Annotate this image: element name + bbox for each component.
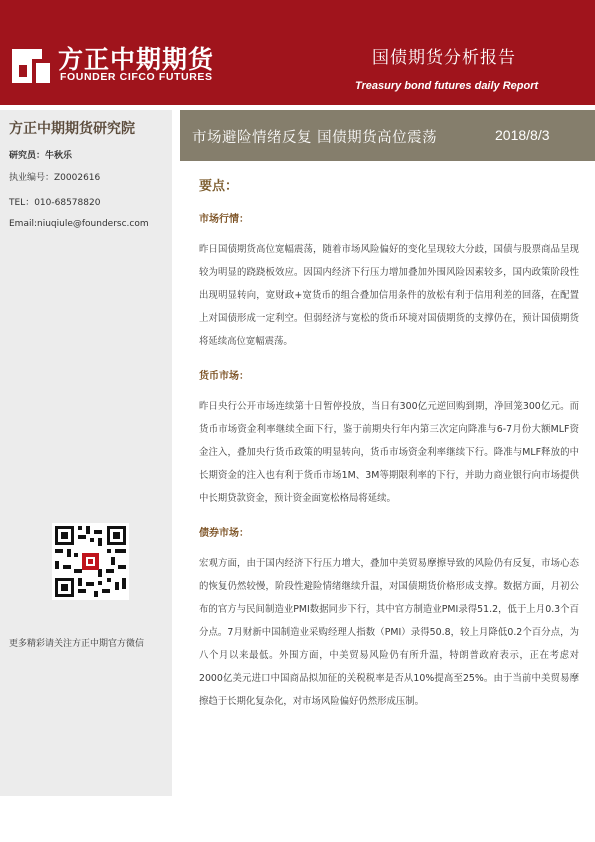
sidebar	[0, 110, 172, 796]
founder-logo-icon	[12, 45, 50, 83]
email: Email:niuqiule@foundersc.com	[9, 219, 149, 229]
main-content	[199, 175, 579, 727]
section-heading-money-market: 货币市场：	[199, 371, 249, 382]
section-text-market: 昨日国债期货高位宽幅震荡，随着市场风险偏好的变化呈现较大分歧，国债与股票商品呈现较为明显的跷跷板效应。因国内经济下行压力增加叠加外围风险因素较多，国内政策阶段性出现明显转向，宽财政+宽货币的组合叠加信用条件的放松有利于信用利差的回落，在配置上对国债形成一定利空。但弱经济与宽松的货币环境对国债期货的支撑仍在，预计国债期货将延续高位宽幅震荡。	[199, 244, 579, 347]
section-heading-bond-market: 债券市场：	[199, 528, 249, 539]
headline-title: 市场避险情绪反复 国债期货高位震荡	[192, 130, 438, 146]
company-name-en: FOUNDER CIFCO FUTURES	[60, 71, 213, 83]
section-text-bond-market: 宏观方面，由于国内经济下行压力增大，叠加中美贸易摩擦导致的风险仍有反复，市场心态的恢复仍然较慢，阶段性避险情绪继续升温，对国债期货价格形成支撑。数据方面，月初公布的官方与民间制造业PMI数据同步下行，其中官方制造业PMI录得51.2，低于上月0.3个百分点。7月财新中国制造业采购经理人指数（PMI）录得50.8，较上月降低0.2个百分点，为八个月以来最低。外围方面，中美贸易风险仍有所升温，特朗普政府表示，正在考虑对2000亿美元进口中国商品拟加征的关税税率是否从10%提高至25%。由于当前中美贸易摩擦趋于长期化复杂化，对市场风险偏好仍然形成压制。	[199, 558, 579, 707]
qr-caption: 更多精彩请关注方正中期官方微信	[9, 639, 145, 649]
report-date: 2018/8/3	[495, 127, 550, 143]
section-heading-market: 市场行情：	[199, 214, 249, 225]
institute-name: 方正中期期货研究院	[9, 121, 135, 137]
report-title-en: Treasury bond futures daily Report	[355, 80, 539, 92]
section-text-money-market: 昨日央行公开市场连续第十日暂停投放，当日有300亿元逆回购到期，净回笼300亿元。而货币市场资金利率继续全面下行，鉴于前期央行年内第三次定向降准与6-7月份大额MLF资金注入，叠加央行货币政策的明显转向，货币市场资金利率继续下行。降准与MLF释放的中长期资金的注入也有利于货币市场1M、3M等期限利率的下行，并助力商业银行向市场提供中长期贷款资金，预计资金面宽松格局将延续。	[199, 401, 579, 504]
keypoints-label: 要点：	[199, 179, 239, 194]
report-header	[0, 0, 595, 105]
company-name-cn: 方正中期期货	[58, 45, 215, 74]
analyst-name: 研究员：牛秋乐	[9, 151, 73, 161]
telephone: TEL：010-68578820	[9, 198, 101, 208]
qr-code-icon	[52, 523, 129, 600]
headline-banner	[180, 110, 595, 161]
report-title: 国债期货分析报告	[372, 48, 516, 68]
license-number: 执业编号：Z0002616	[9, 173, 101, 183]
